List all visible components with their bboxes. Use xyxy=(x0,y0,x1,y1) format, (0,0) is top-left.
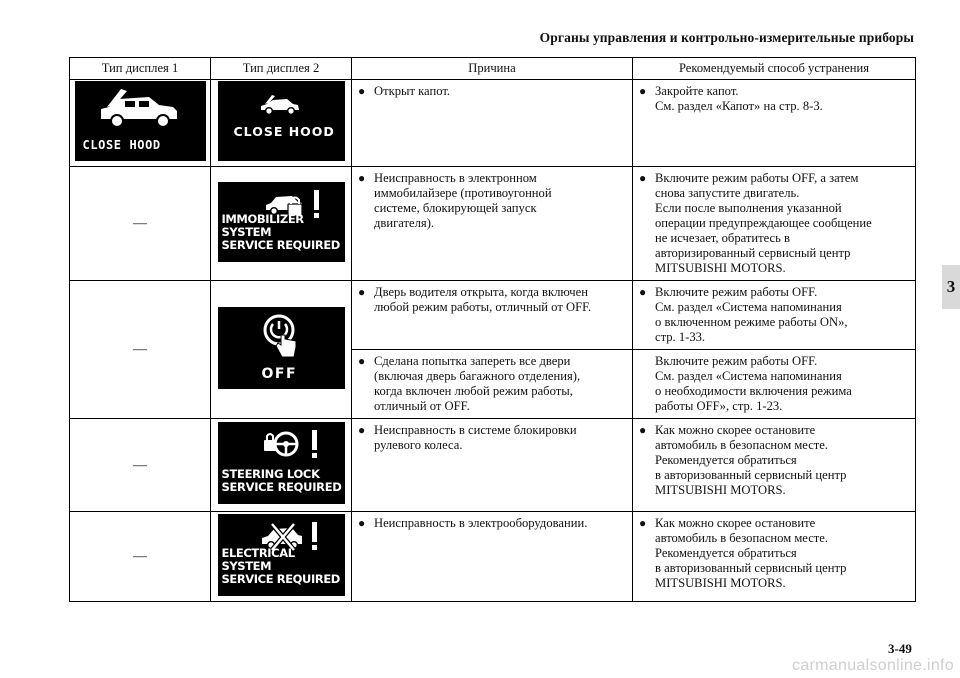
cause-cell xyxy=(352,281,633,350)
chapter-tab: 3 xyxy=(942,265,960,309)
table-row xyxy=(70,167,916,281)
cause-line: Неисправность в электрооборудовании. xyxy=(374,516,588,530)
cause-line: когда включен любой режим работы, xyxy=(374,384,573,398)
cause-line: двигателя). xyxy=(374,216,435,230)
remedy-line: в авторизованный сервисный центр xyxy=(655,468,847,482)
remedy-cell xyxy=(633,80,916,167)
steering-lock-display xyxy=(218,422,345,504)
cause-item xyxy=(358,354,624,414)
page-header: Органы управления и контрольно-измерительные приборы xyxy=(539,30,914,45)
cause-cell xyxy=(352,80,633,167)
display-label: SERVICE REQUIRED xyxy=(221,237,340,252)
immobilizer-display xyxy=(218,182,345,262)
remedy-item xyxy=(639,423,907,498)
table-row xyxy=(70,281,916,350)
remedy-item xyxy=(639,516,907,591)
table-row xyxy=(70,512,916,602)
bullet-icon: ● xyxy=(358,84,366,98)
remedy-line: MITSUBISHI MOTORS. xyxy=(655,483,786,497)
remedy-line: Как можно скорее остановите xyxy=(655,423,816,437)
remedy-line: См. раздел «Капот» на стр. 8-3. xyxy=(655,99,823,113)
display-label: ELECTRICAL SYSTEM xyxy=(221,545,295,573)
cause-cell xyxy=(352,419,633,512)
remedy-line: См. раздел «Система напоминания xyxy=(655,369,842,383)
display-type2-cell xyxy=(211,512,352,602)
cause-cell xyxy=(352,167,633,281)
remedy-line: Рекомендуется обратиться xyxy=(655,453,797,467)
bullet-icon: ● xyxy=(358,354,366,368)
remedy-cell xyxy=(633,167,916,281)
remedy-item xyxy=(639,285,907,345)
remedy-line: Включите режим работы OFF. xyxy=(655,285,818,299)
cause-cell xyxy=(352,350,633,419)
electrical-system-display xyxy=(218,514,345,596)
off-display xyxy=(218,307,345,389)
bullet-icon: ● xyxy=(358,285,366,299)
warning-messages-table xyxy=(69,57,916,602)
remedy-cell xyxy=(633,419,916,512)
remedy-item xyxy=(639,171,907,276)
cause-line: Неисправность в системе блокировки xyxy=(374,423,577,437)
remedy-cell xyxy=(633,350,916,419)
bullet-icon: ● xyxy=(639,171,647,185)
cause-line: Открыт капот. xyxy=(374,84,451,98)
cause-item xyxy=(358,171,624,231)
display-label: IMMOBILIZER SYSTEM xyxy=(221,211,304,239)
table-header-row xyxy=(70,58,916,80)
remedy-line: автомобиль в безопасном месте. xyxy=(655,438,829,452)
display-type1-cell: — xyxy=(70,419,211,512)
remedy-line: Включите режим работы OFF, а затем xyxy=(655,171,859,185)
steering-lock-warning-icon xyxy=(260,428,332,462)
display-type2-cell xyxy=(211,167,352,281)
bullet-icon: ● xyxy=(358,171,366,185)
display-type1-cell: — xyxy=(70,512,211,602)
cause-item xyxy=(358,285,624,315)
bullet-icon: ● xyxy=(639,84,647,98)
cause-line: Дверь водителя открыта, когда включен xyxy=(374,285,588,299)
cause-item xyxy=(358,84,624,99)
remedy-line: См. раздел «Система напоминания xyxy=(655,300,842,314)
remedy-item xyxy=(639,354,907,414)
display-label: SERVICE REQUIRED xyxy=(221,571,340,586)
remedy-line: о необходимости включения режима xyxy=(655,384,852,398)
remedy-cell xyxy=(633,512,916,602)
cause-item xyxy=(358,423,624,453)
display-type1-cell: — xyxy=(70,167,211,281)
display-label: CLOSE HOOD xyxy=(82,138,161,152)
column-header: Рекомендуемый способ устранения xyxy=(633,58,916,80)
remedy-line: MITSUBISHI MOTORS. xyxy=(655,261,786,275)
hood-open-car-icon xyxy=(258,93,302,117)
remedy-cell xyxy=(633,281,916,350)
remedy-line: Как можно скорее остановите xyxy=(655,516,816,530)
cause-item xyxy=(358,516,624,531)
table-row xyxy=(70,419,916,512)
cause-line: рулевого колеса. xyxy=(374,438,463,452)
cause-line: Неисправность в электронном xyxy=(374,171,537,185)
remedy-line: авторизированный сервисный центр xyxy=(655,246,851,260)
remedy-line: MITSUBISHI MOTORS. xyxy=(655,576,786,590)
table-row xyxy=(70,80,916,167)
watermark: carmanualsonline.info xyxy=(792,657,954,674)
remedy-line: о включенном режиме работы ON», xyxy=(655,315,848,329)
bullet-icon: ● xyxy=(639,285,647,299)
hood-open-car-icon xyxy=(97,87,183,131)
cause-line: системе, блокирующей запуск xyxy=(374,201,537,215)
display-label: OFF xyxy=(261,365,298,382)
close-hood-display-type2 xyxy=(218,81,345,161)
display-type1-cell: — xyxy=(70,281,211,419)
column-header: Причина xyxy=(352,58,633,80)
remedy-line: не исчезает, обратитесь в xyxy=(655,231,790,245)
remedy-line: работы OFF», стр. 1-23. xyxy=(655,399,783,413)
display-label: STEERING LOCK xyxy=(221,467,320,481)
remedy-line: в авторизованный сервисный центр xyxy=(655,561,847,575)
remedy-line: Закройте капот. xyxy=(655,84,739,98)
column-header: Тип дисплея 1 xyxy=(70,58,211,80)
display-label: SERVICE REQUIRED xyxy=(221,480,342,494)
remedy-line: стр. 1-33. xyxy=(655,330,706,344)
cause-line: отличный от OFF. xyxy=(374,399,470,413)
remedy-line: снова запустите двигатель. xyxy=(655,186,800,200)
remedy-line: операции предупреждающее сообщение xyxy=(655,216,872,230)
column-header: Тип дисплея 2 xyxy=(211,58,352,80)
remedy-item xyxy=(639,84,907,114)
remedy-line: Рекомендуется обратиться xyxy=(655,546,797,560)
remedy-line: автомобиль в безопасном месте. xyxy=(655,531,829,545)
bullet-icon: ● xyxy=(358,423,366,437)
remedy-line: Включите режим работы OFF. xyxy=(655,354,818,368)
close-hood-display-type1 xyxy=(75,81,206,161)
display-type2-cell xyxy=(211,281,352,419)
cause-cell xyxy=(352,512,633,602)
cause-line: (включая дверь багажного отделения), xyxy=(374,369,581,383)
page-number: 3-49 xyxy=(888,641,912,656)
bullet-icon: ● xyxy=(358,516,366,530)
display-type2-cell xyxy=(211,419,352,512)
display-type2-cell xyxy=(211,80,352,167)
bullet-icon: ● xyxy=(639,516,647,530)
bullet-icon: ● xyxy=(639,423,647,437)
display-label: CLOSE HOOD xyxy=(233,124,335,139)
cause-line: любой режим работы, отличный от OFF. xyxy=(374,300,592,314)
cause-line: Сделана попытка запереть все двери xyxy=(374,354,571,368)
display-type1-cell xyxy=(70,80,211,167)
cause-line: иммобилайзере (противоугонной xyxy=(374,186,552,200)
remedy-line: Если после выполнения указанной xyxy=(655,201,842,215)
push-button-finger-icon xyxy=(262,313,302,359)
